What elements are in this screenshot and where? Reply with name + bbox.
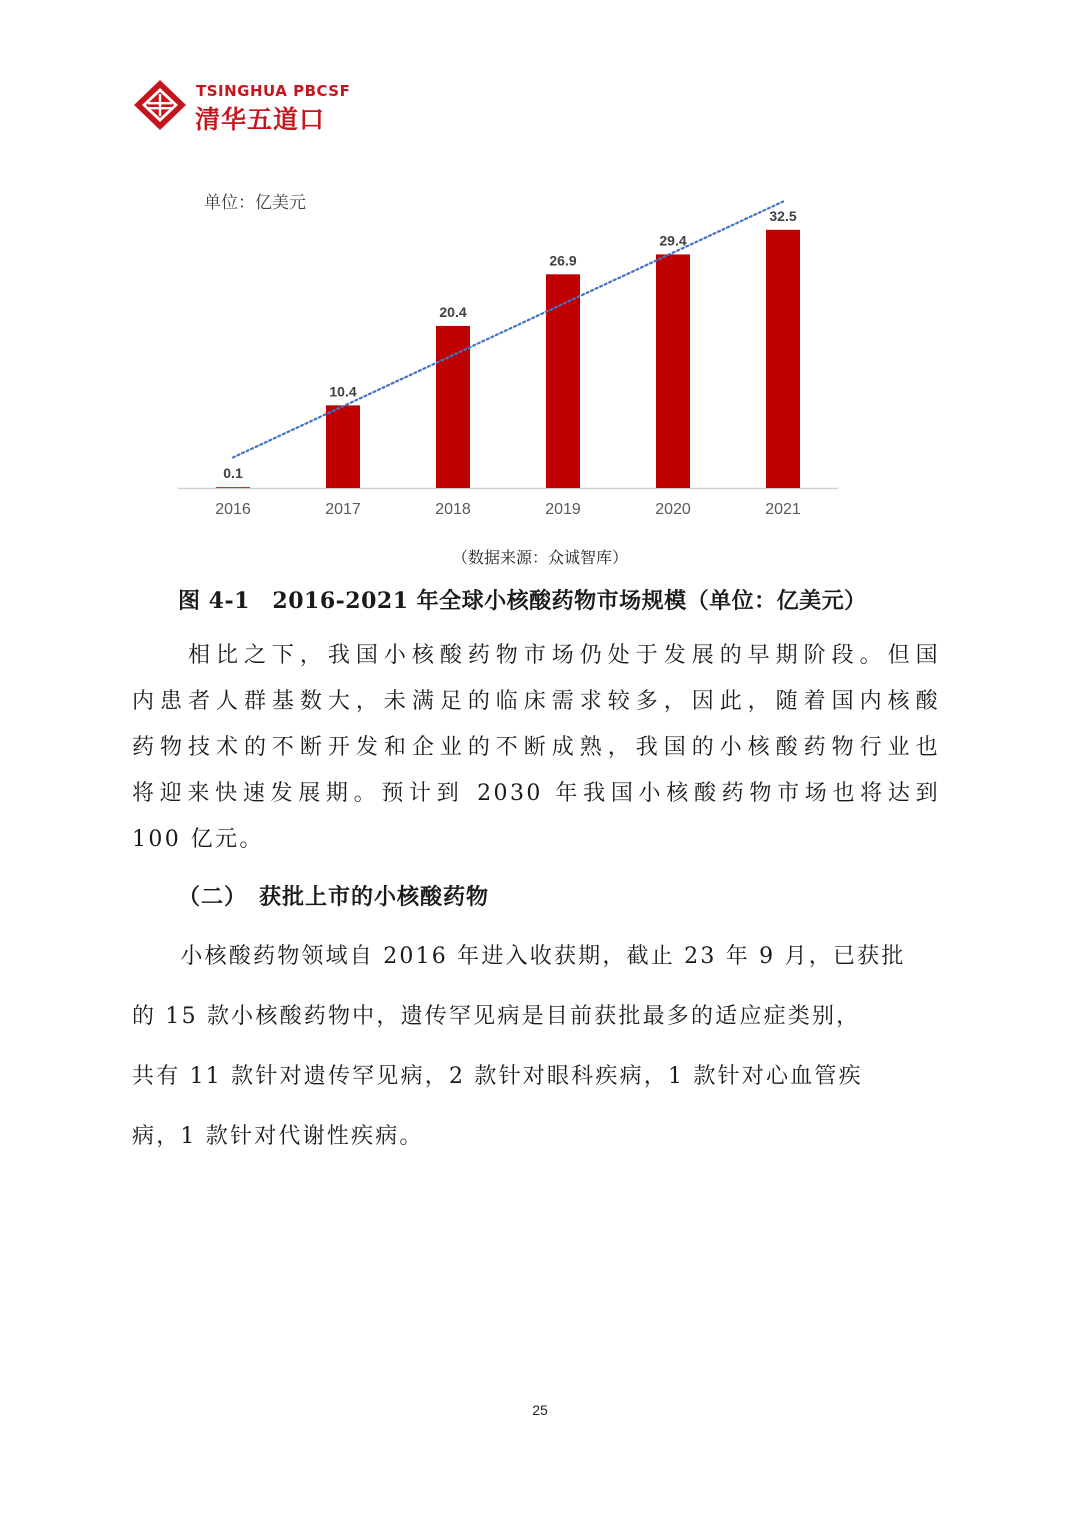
bar — [546, 274, 580, 488]
bar — [326, 405, 360, 488]
x-tick-label: 2020 — [655, 501, 691, 518]
bar — [766, 230, 800, 488]
body-paragraph-1 — [132, 633, 940, 863]
tsinghua-pbcsf-logo-icon — [132, 78, 188, 132]
bar — [216, 487, 250, 488]
chart-unit-label: 单位：亿美元 — [204, 193, 306, 213]
paragraph-line: 将迎来快速发展期。预计到 2030 年我国小核酸药物市场也将达到 — [132, 781, 940, 806]
logo — [132, 78, 352, 134]
paragraph-line: 小核酸药物领域自 2016 年进入收获期，截止 23 年 9 月，已获批 — [132, 944, 906, 969]
logo-chinese-text: 清华五道口 — [195, 105, 326, 134]
body-paragraph-2 — [132, 927, 940, 1167]
data-label: 26.9 — [549, 252, 577, 269]
data-label: 0.1 — [223, 465, 243, 482]
x-tick-label: 2017 — [325, 501, 361, 518]
paragraph-line: 药物技术的不断开发和企业的不断成熟，我国的小核酸药物行业也 — [132, 735, 940, 760]
figure-caption: 图 4-1 2016-2021 年全球小核酸药物市场规模（单位：亿美元） — [178, 588, 867, 614]
data-source: （数据来源：众诚智库） — [451, 548, 628, 567]
paragraph-line: 病，1 款针对代谢性疾病。 — [132, 1124, 424, 1149]
paragraph-line: 的 15 款小核酸药物中，遗传罕见病是目前获批最多的适应症类别， — [132, 1004, 861, 1029]
logo-english-text: TSINGHUA PBCSF — [196, 82, 351, 100]
paragraph-line: 内患者人群基数大，未满足的临床需求较多，因此，随着国内核酸 — [132, 689, 940, 714]
data-label: 20.4 — [439, 303, 467, 320]
paragraph-line: 相比之下，我国小核酸药物市场仍处于发展的早期阶段。但国 — [132, 643, 940, 668]
bar — [656, 254, 690, 488]
data-label: 32.5 — [769, 207, 797, 224]
x-tick-label: 2019 — [545, 501, 581, 518]
x-tick-label: 2016 — [215, 501, 251, 518]
chart-canvas — [170, 180, 850, 520]
x-tick-label: 2018 — [435, 501, 471, 518]
data-label: 29.4 — [659, 232, 687, 249]
section-heading: （二） 获批上市的小核酸药物 — [178, 884, 490, 910]
page-number: 25 — [532, 1402, 548, 1418]
bar-chart — [170, 180, 850, 520]
x-tick-label: 2021 — [765, 501, 801, 518]
paragraph-line: 100 亿元。 — [132, 827, 264, 852]
data-label: 10.4 — [329, 383, 357, 400]
trendline — [233, 202, 783, 458]
paragraph-line: 共有 11 款针对遗传罕见病，2 款针对眼科疾病，1 款针对心血管疾 — [132, 1064, 863, 1089]
